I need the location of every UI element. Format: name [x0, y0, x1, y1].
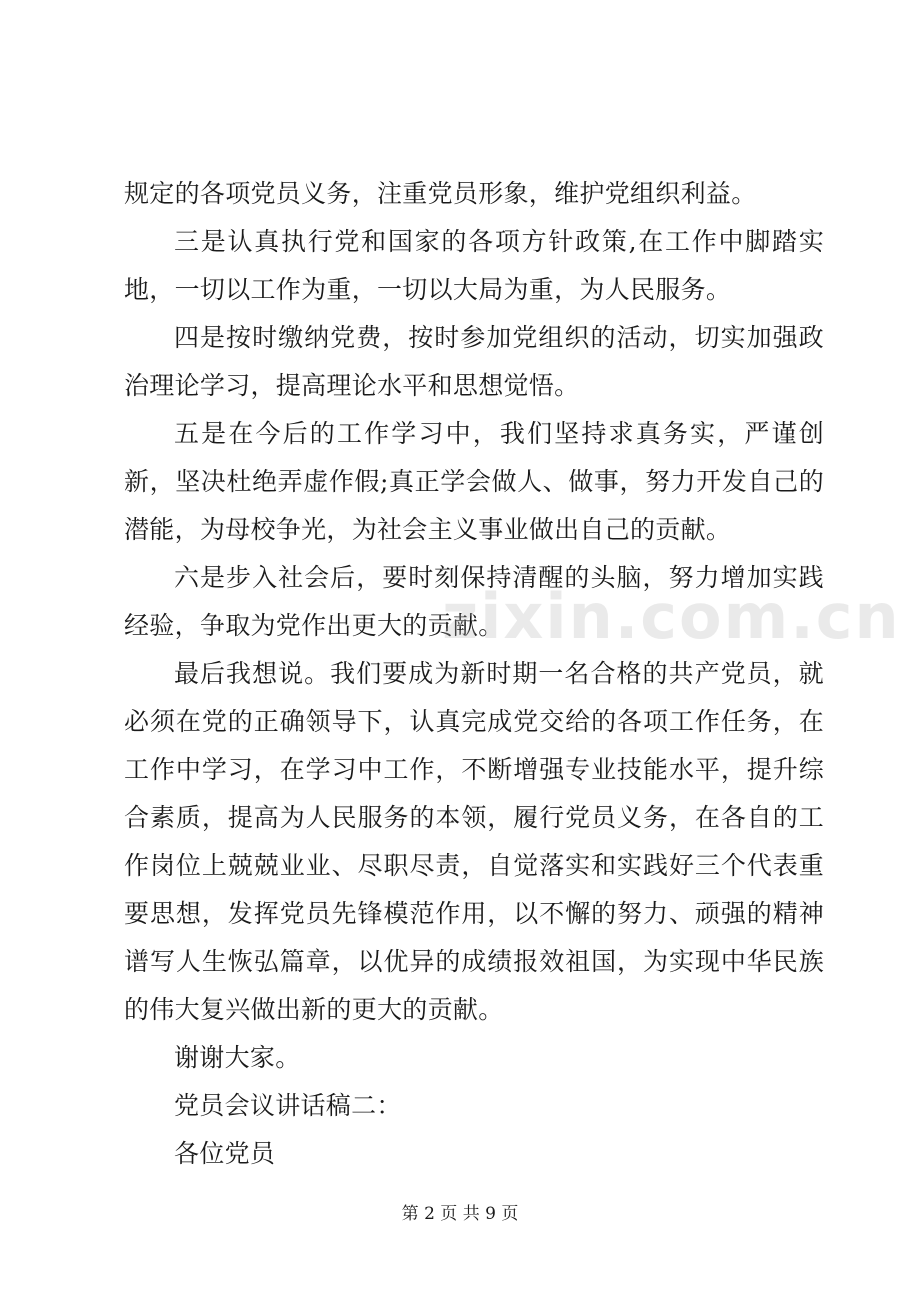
page-number-footer: 第 2 页 共 9 页: [401, 1204, 519, 1224]
paragraph-point-six: 六是步入社会后，要时刻保持清醒的头脑，努力增加实践经验，争取为党作出更大的贡献。: [124, 563, 824, 640]
paragraph-salutation: 各位党员: [174, 1139, 276, 1168]
paragraph-point-four: 四是按时缴纳党费，按时参加党组织的活动，切实加强政治理论学习，提高理论水平和思想觉悟。: [124, 323, 824, 400]
site-watermark: zixin.com.cn: [442, 580, 901, 653]
paragraph-conclusion: 最后我想说。我们要成为新时期一名合格的共产党员，就必须在党的正确领导下，认真完成党交给的各项工作任务，在工作中学习，在学习中工作，不断增强专业技能水平，提升综合素质，提高为人民服务的本领，履行党员义务，在各自的工作岗位上兢兢业业、尽职尽责，自觉落实和实践好三个代表重要思想，发挥党员先锋模范作用，以不懈的努力、顽强的精神谱写人生恢弘篇章，以优异的成绩报效祖国，为实现中华民族的伟大复兴做出新的更大的贡献。: [124, 659, 824, 1024]
paragraph-point-three: 三是认真执行党和国家的各项方针政策,在工作中脚踏实地，一切以工作为重，一切以大局为重，为人民服务。: [124, 227, 824, 304]
paragraph-continuation: 规定的各项党员义务，注重党员形象，维护党组织利益。: [124, 179, 757, 208]
paragraph-point-five: 五是在今后的工作学习中，我们坚持求真务实，严谨创新，坚决杜绝弄虚作假;真正学会做人、做事，努力开发自己的潜能，为母校争光，为社会主义事业做出自己的贡献。: [124, 419, 824, 544]
document-body: [124, 170, 824, 1178]
paragraph-thanks: 谢谢大家。: [174, 1043, 301, 1072]
section-heading-speech-two: 党员会议讲话稿二：: [174, 1091, 402, 1120]
